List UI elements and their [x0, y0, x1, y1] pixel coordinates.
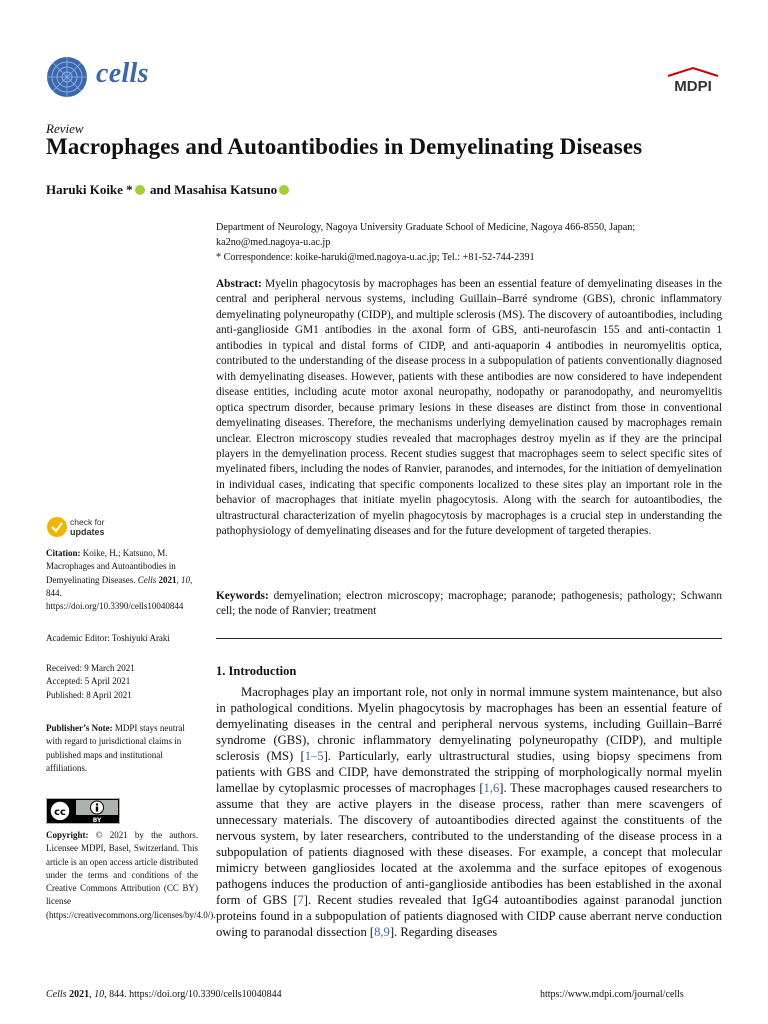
section-divider: [216, 638, 722, 639]
citation-journal: Cells: [137, 574, 157, 585]
cc-by-license-icon[interactable]: [46, 798, 120, 824]
intro-text: ]. Recent studies revealed that IgG4 autoantibodies against paranodal junction proteins found in a subpopulation of patients diagnosed with CIDP cause aberrant nerve conduction owing to paranodal dissection [: [216, 893, 722, 940]
intro-text: Macrophages play an important role, not only in normal immune system maintenance, but also in pathological conditions. Myelin phagocytosis by macrophages has been an essential feature of demyelinating diseases in the central and peripheral nervous systems, including Guillain–Barré syndrome (GBS), chronic inflammatory demyelinating polyneuropathy (CIDP), and multiple sclerosis (MS) [: [216, 685, 722, 764]
intro-text: ]. Particularly, early ultrastructural studies, using biopsy specimens from patients with GBS and CIDP, have demonstrated the stripping of morphologically normal myelin lamellae by cytoplasmic processes of macrophages [: [216, 749, 723, 796]
intro-text: ]. These macrophages caused researchers to assume that they are active players in the disease process, rather than mere scavengers of unnecessary materials. The discovery of autoantibodies directed against the constituents of the nervous system, by later researchers, contributed to the understanding of the disease process in a subpopulation of patients diagnosed with these diseases. For example, a concept that molecular mimicry between gangliosides located at the axolemma and the surface epitopes of exogenous pathogens induces the production of anti-ganglioside antibodies has been established in the axonal form of GBS [: [216, 781, 722, 908]
orcid-icon[interactable]: [279, 185, 289, 195]
check-for-updates-badge[interactable]: [46, 514, 116, 540]
mdpi-logo-icon[interactable]: [664, 66, 722, 94]
pubnote-text: MDPI stays neutral with regard to jurisdictional claims in published maps and institutional affiliations.: [46, 723, 185, 773]
pubnote-label: Publisher’s Note:: [46, 723, 113, 733]
citation-link[interactable]: 8,9: [374, 925, 390, 940]
article-type: Review: [46, 121, 84, 136]
citation-link[interactable]: 7: [297, 893, 304, 908]
check-updates-line1: check for: [70, 517, 105, 527]
copyright-label: Copyright:: [46, 830, 89, 840]
citation-text: ,: [176, 574, 181, 585]
citation-volume: 10: [181, 574, 190, 585]
correspondence-line[interactable]: * Correspondence: koike-haruki@med.nagoya-u.ac.jp; Tel.: +81-52-744-2391: [216, 252, 535, 263]
footer-citation: [46, 989, 282, 1000]
abstract-text: Myelin phagocytosis by macrophages has been an essential feature of demyelinating diseases in the central and peripheral nervous systems, including Guillain–Barré syndrome (GBS), chronic inflammatory demyelinating polyneuropathy (CIDP), and multiple sclerosis (MS). The discovery of autoantibodies, including anti-ganglioside GM1 antibodies in the axonal form of GBS, anti-neurofascin 155 and anti-contactin 1 antibodies in typical and distal forms of CIDP, and anti-aquaporin 4 antibodies in neuromyelitis optica, contributed to the understanding of the disease process in a subpopulation of patients conventionally diagnosed with demyelinating diseases. However, patients with these antibodies are now considered to have independent disease entities, including acute motor axonal neuropathy, nodopathy or paranodopathy, and neuromyelitis optica spectrum disorder, because primary lesions in these diseases are distinct from those in conventional demyelinating diseases. Therefore, the mechanisms underlying demyelination caused by macrophages remain unclear. Electron microscopy studies revealed that macrophages destroy myelin as if they are the principal players in the demyelination process. Recent studies suggest that macrophages seem to select specific sites of myelinated fibers, including the nodes of Ranvier, paranodes, and internodes, for the initiation of demyelination in individual cases, indicating that specific components localized to these sites play an important role in the behavior of macrophages that initiate myelin phagocytosis. Along with the search for autoantibodies, the ultrastructural characterization of myelin phagocytosis by macrophages is a crucial step in understanding the pathophysiology of demyelinating diseases and for the future development of targeted therapies.: [216, 278, 722, 538]
affiliation-block: [216, 220, 722, 265]
abstract-label: Abstract:: [216, 278, 262, 290]
copyright-text: © 2021 by the authors. Licensee MDPI, Basel, Switzerland. This article is an open access article distributed under the terms and conditions of the Creative Commons Attribution (CC BY) license (https://creativecommons.org/licenses/by/4.0/).: [46, 830, 216, 920]
check-updates-line2: updates: [70, 527, 105, 537]
footer-doi[interactable]: , 844. https://doi.org/10.3390/cells10040844: [104, 989, 282, 1000]
author-1[interactable]: Haruki Koike *: [46, 182, 133, 197]
footer-journal-url[interactable]: https://www.mdpi.com/journal/cells: [540, 989, 684, 1000]
copyright-notice: [46, 829, 216, 922]
footer-volume: 10: [94, 989, 105, 1000]
publication-dates: [46, 662, 198, 702]
introduction-paragraph: [216, 684, 722, 940]
cells-logo-icon: [46, 56, 88, 98]
author-list: [46, 182, 291, 198]
academic-editor: Academic Editor: Toshiyuki Araki: [46, 633, 170, 643]
cc-by-label: BY: [92, 817, 102, 824]
check-updates-icon: [47, 517, 67, 537]
citation-label: Citation:: [46, 548, 81, 558]
affiliation-email[interactable]: ka2no@med.nagoya-u.ac.jp: [216, 237, 331, 248]
intro-text: ]. Regarding diseases: [389, 925, 498, 940]
keywords-text: demyelination; electron microscopy; macrophage; paranode; pathogenesis; pathology; Schwann cell; the node of Ranvier; treatment: [216, 590, 722, 618]
published-date: Published: 8 April 2021: [46, 689, 132, 700]
orcid-icon[interactable]: [135, 185, 145, 195]
introduction-body: [216, 684, 722, 940]
received-date: Received: 9 March 2021: [46, 663, 135, 673]
citation-link[interactable]: 1–5: [304, 749, 324, 764]
citation-year: 2021: [156, 574, 177, 585]
section-heading: 1. Introduction: [216, 664, 297, 678]
footer-year: 2021: [66, 989, 90, 1000]
citation-doi[interactable]: , 844. https://doi.org/10.3390/cells10040844: [46, 574, 193, 612]
footer-journal: Cells: [46, 989, 67, 1000]
citation-text: Koike, H.; Katsuno, M. Macrophages and Autoantibodies in Demyelinating Diseases.: [46, 548, 176, 585]
accepted-date: Accepted: 5 April 2021: [46, 676, 131, 687]
author-2[interactable]: Masahisa Katsuno: [174, 182, 278, 197]
author-separator: and: [146, 182, 175, 197]
svg-text:cc: cc: [54, 807, 66, 818]
publishers-note: [46, 722, 198, 775]
footer-sep: ,: [89, 989, 95, 1000]
affiliation-line: Department of Neurology, Nagoya University Graduate School of Medicine, Nagoya 466-8550, Japan;: [216, 222, 636, 233]
mdpi-logo-text: MDPI: [674, 78, 712, 94]
keywords: [216, 589, 722, 620]
journal-name[interactable]: cells: [96, 58, 149, 89]
article-title: Macrophages and Autoantibodies in Demyelinating Diseases: [46, 134, 643, 159]
citation-link[interactable]: 1,6: [483, 781, 500, 796]
keywords-label: Keywords:: [216, 590, 269, 602]
citation-block: [46, 547, 198, 613]
abstract: [216, 277, 722, 540]
